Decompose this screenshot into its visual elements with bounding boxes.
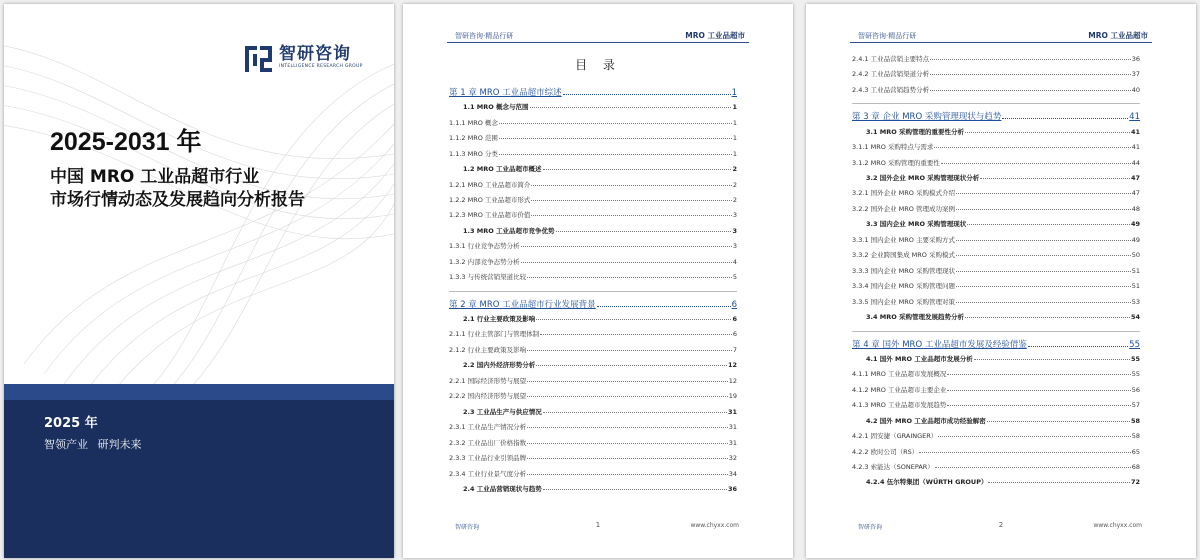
toc-entry-page: 6 [732,330,737,339]
toc-entry-page: 51 [1131,282,1140,291]
toc-entry-title: 2.2.1 国际经济形势与展望 [449,376,527,385]
toc-entry-page: 2 [732,165,737,174]
toc-entry-page: 72 [1130,478,1140,487]
toc-section-entry[interactable] [852,477,1140,486]
cover-title-line-1: 中国 MRO 工业品超市行业 [50,167,260,187]
toc-leader-dots [527,427,728,428]
toc-leader-dots [935,467,1131,468]
cover-year-range: 2025-2031 年 [50,128,202,156]
toc-subsection-entry[interactable] [449,469,737,478]
toc-entry-title: 3.3.4 国内企业 MRO 采购管理问题 [852,282,955,291]
page-number: 2 [998,521,1004,529]
toc-entry-title: 3.3.1 国内企业 MRO 主要采购方式 [852,235,955,244]
toc-entry-page: 31 [728,423,737,432]
toc-section-entry[interactable] [449,407,737,416]
toc-entry-page: 31 [727,407,737,416]
toc-entry-page: 44 [1131,158,1140,167]
toc-leader-dots [1028,346,1128,347]
toc-leader-dots [499,138,732,139]
toc-leader-dots [930,59,1131,60]
toc-leader-dots [919,452,1130,453]
toc-entry-page: 41 [1129,112,1140,123]
toc-leader-dots [987,421,1130,422]
toc-subsection-entry[interactable] [449,195,737,204]
toc-subsection-entry[interactable] [852,400,1140,409]
toc-leader-dots [938,436,1130,437]
toc-entry-page: 34 [728,469,737,478]
page-header-left: 智研咨询·精品行研 [455,32,514,40]
toc-leader-dots [974,359,1130,360]
toc-leader-dots [956,193,1131,194]
toc-page-2 [806,4,1196,558]
toc-entry-title: 2.3.1 工业品生产情况分析 [449,423,527,432]
toc-entry-page: 1 [732,103,737,112]
toc-subsection-entry[interactable] [852,204,1140,213]
header-rule [850,42,1152,43]
cover-bottom-band [4,384,394,558]
toc-entry-title: 4.2.4 伍尔特集团（WÜRTH GROUP） [866,478,988,487]
toc-subsection-entry[interactable] [852,142,1140,151]
toc-entry-page: 68 [1131,462,1140,471]
toc-leader-dots [934,147,1130,148]
toc-leader-dots [527,458,728,459]
toc-entry-title: 4.1 国外 MRO 工业品超市发展分析 [866,354,973,363]
toc-entry-title: 2.1.2 行业主要政策及影响 [449,345,527,354]
toc-entry-title: 3.1.1 MRO 采购特点与需求 [852,143,934,152]
page-footer-url: www.chyxx.com [1093,522,1142,529]
toc-entry-title: 第 2 章 MRO 工业品超市行业发展背景 [449,299,596,310]
logo-mark-icon [244,44,274,74]
toc-entry-title: 2.2.2 国内经济形势与展望 [449,392,527,401]
toc-entry-title: 1.1.3 MRO 分类 [449,149,498,158]
toc-entry-page: 48 [1131,204,1140,213]
chapter-separator [449,291,737,292]
toc-entry-page: 49 [1130,220,1140,229]
toc-subsection-entry[interactable] [852,250,1140,259]
toc-entry-page: 7 [732,345,737,354]
toc-subsection-entry[interactable] [852,69,1140,78]
toc-section-entry[interactable] [449,360,737,369]
toc-entry-title: 1.2.1 MRO 工业品超市简介 [449,180,531,189]
toc-leader-dots [556,231,732,232]
toc-subsection-entry[interactable] [449,149,737,158]
toc-entry-page: 19 [728,392,737,401]
toc-section-entry[interactable] [852,173,1140,182]
toc-subsection-entry[interactable] [449,241,737,250]
toc-entry-page: 1 [732,149,737,158]
toc-entry-title: 2.4.1 工业品营销主要特点 [852,55,930,63]
toc-entry-title: 2.4.3 工业品营销趋势分析 [852,85,930,94]
toc-entry-page: 12 [727,361,737,370]
toc-entry-page: 36 [727,484,737,493]
toc-leader-dots [527,474,728,475]
toc-leader-dots [530,107,732,108]
toc-entry-page: 47 [1130,174,1140,182]
toc-section-entry[interactable] [449,164,737,173]
toc-entry-page: 2 [732,196,737,204]
page-header-right: MRO 工业品超市 [1088,31,1148,40]
toc-entry-title: 3.3 国内企业 MRO 采购管理现状 [866,220,967,229]
toc-entry-page: 1 [732,118,737,127]
toc-entry-title: 4.1.1 MRO 工业品超市发展概况 [852,370,947,379]
toc-entry-title: 2.1 行业主要政策及影响 [463,315,536,323]
toc-leader-dots [499,123,732,124]
toc-leader-dots [527,350,732,351]
toc-section-entry[interactable] [852,219,1140,228]
toc-leader-dots [947,374,1130,375]
toc-leader-dots [967,224,1130,225]
toc-entry-title: 2.3 工业品生产与供应情况 [463,407,542,416]
toc-entry-page: 41 [1131,143,1140,152]
toc-leader-dots [930,90,1131,91]
toc-leader-dots [527,396,728,397]
toc-leader-dots [543,489,727,490]
toc-entry-page: 57 [1131,401,1140,410]
page-footer-url: www.chyxx.com [690,522,739,529]
toc-entry-title: 4.2.3 索能达（SONEPAR） [852,462,934,471]
toc-entry-page: 1 [732,134,737,143]
toc-entry-page: 37 [1131,70,1140,79]
toc-entry-title: 第 1 章 MRO 工业品超市综述 [449,88,562,98]
cover-band-stripe [4,384,394,400]
page-footer-left: 智研咨询 [858,524,883,531]
toc-entry-page: 40 [1131,85,1140,94]
toc-entry-title: 2.3.4 工业行业景气度分析 [449,469,527,478]
toc-entry-title: 3.2 国外企业 MRO 采购管理现状分析 [866,174,980,182]
toc-entry-title: 第 4 章 国外 MRO 工业品超市发展及经验借鉴 [852,339,1027,350]
toc-subsection-entry[interactable] [449,118,737,127]
toc-entry-title: 1.3.2 内部竞争态势分析 [449,257,520,266]
toc-subsection-entry[interactable] [449,210,737,219]
toc-entry-title: 3.4 MRO 采购管理发展趋势分析 [866,313,965,322]
toc-leader-dots [947,405,1130,406]
toc-entry-title: 4.1.2 MRO 工业品超市主要企业 [852,385,947,394]
toc-entry-title: 2.4.2 工业品营销渠道分析 [852,70,930,79]
toc-subsection-entry[interactable] [852,281,1140,290]
toc-entry-title: 3.1 MRO 采购管理的重要性分析 [866,127,965,136]
toc-subsection-entry[interactable] [449,133,737,142]
toc-leader-dots [597,306,731,307]
toc-entry-title: 3.3.2 企业跨国集成 MRO 采购模式 [852,251,955,260]
toc-subsection-entry[interactable] [852,385,1140,394]
toc-entry-title: 1.1 MRO 概念与范围 [463,103,529,112]
toc-entry-page: 41 [1130,127,1140,136]
toc-subsection-entry[interactable] [449,376,737,385]
toc-leader-dots [536,319,731,320]
toc-entry-title: 2.2 国内外经济形势分析 [463,361,536,370]
toc-chapter-entry[interactable] [852,338,1140,350]
toc-leader-dots [531,215,731,216]
toc-subsection-entry[interactable] [852,158,1140,167]
toc-entry-title: 3.2.1 国外企业 MRO 采购模式介绍 [852,189,955,198]
toc-entry-title: 1.3 MRO 工业品超市竞争优势 [463,226,555,235]
toc-chapter-entry[interactable] [852,110,1140,122]
toc-entry-page: 58 [1130,416,1140,425]
toc-subsection-entry[interactable] [449,438,737,447]
toc-subsection-entry[interactable] [852,462,1140,471]
toc-title: 目 录 [575,58,621,72]
toc-subsection-entry[interactable] [852,369,1140,378]
toc-leader-dots [521,262,732,263]
toc-entry-page: 65 [1131,447,1140,456]
toc-leader-dots [527,381,728,382]
toc-entry-page: 36 [1131,55,1140,63]
toc-entry-page: 6 [732,315,737,323]
toc-leader-dots [947,390,1130,391]
toc-leader-dots [956,286,1131,287]
toc-leader-dots [956,255,1131,256]
toc-entry-page: 49 [1131,235,1140,244]
toc-subsection-entry[interactable] [852,54,1140,63]
toc-leader-dots [531,200,731,201]
toc-subsection-entry[interactable] [449,180,737,189]
toc-entry-page: 3 [732,211,737,220]
toc-entry-page: 55 [1130,354,1140,363]
toc-entry-page: 31 [728,438,737,447]
toc-leader-dots [980,178,1130,179]
page-header-right: MRO 工业品超市 [685,31,745,40]
toc-subsection-entry[interactable] [852,447,1140,456]
toc-subsection-entry[interactable] [852,297,1140,306]
toc-entry-page: 51 [1131,266,1140,275]
toc-entry-title: 2.3.2 工业品出厂价格指数 [449,438,527,447]
toc-leader-dots [521,246,732,247]
toc-entry-page: 50 [1131,251,1140,260]
toc-leader-dots [527,443,728,444]
toc-entry-page: 53 [1131,297,1140,306]
toc-leader-dots [543,412,727,413]
toc-entry-page: 2 [732,180,737,189]
toc-leader-dots [965,317,1130,318]
toc-leader-dots [988,482,1129,483]
toc-section-entry[interactable] [852,354,1140,363]
toc-leader-dots [540,334,732,335]
toc-entry-page: 32 [728,454,737,463]
toc-entry-page: 56 [1131,385,1140,394]
page-footer-left: 智研咨询 [455,524,480,531]
toc-leader-dots [956,209,1131,210]
toc-entry-title: 3.1.2 MRO 采购管理的重要性 [852,158,940,167]
toc-entry-page: 1 [731,88,737,98]
toc-entry-title: 3.3.5 国内企业 MRO 采购管理对策 [852,297,955,306]
toc-entry-title: 3.3.3 国内企业 MRO 采购管理现状 [852,266,955,275]
chapter-separator [852,103,1140,104]
toc-entry-title: 2.1.1 行业主管部门与管理体制 [449,330,540,339]
toc-entry-page: 3 [732,226,737,235]
toc-entry-page: 3 [732,242,737,251]
toc-subsection-entry[interactable] [852,266,1140,275]
toc-subsection-entry[interactable] [449,329,737,338]
header-rule [447,42,749,43]
toc-entry-title: 3.2.2 国外企业 MRO 管理成功案例 [852,204,955,213]
cover-title-line-2: 市场行情动态及发展趋向分析报告 [50,190,305,210]
toc-subsection-entry[interactable] [449,391,737,400]
toc-entry-page: 55 [1131,370,1140,379]
toc-entry-page: 12 [728,376,737,385]
toc-leader-dots [956,271,1131,272]
cover-band-year: 2025 年 [44,416,98,431]
toc-entry-page: 54 [1130,313,1140,322]
toc-subsection-entry[interactable] [449,345,737,354]
toc-leader-dots [941,163,1131,164]
page-number: 1 [595,521,601,529]
toc-entry-title: 1.1.2 MRO 范围 [449,134,498,143]
toc-section-entry[interactable] [449,314,737,323]
toc-entry-title: 1.3.1 行业竞争态势分析 [449,242,520,251]
toc-subsection-entry[interactable] [449,422,737,431]
toc-leader-dots [1002,118,1128,119]
toc-section-entry[interactable] [449,484,737,493]
logo-english-name: INTELLIGENCE RESEARCH GROUP [279,64,363,69]
toc-entry-title: 4.2.1 固安捷（GRAINGER） [852,432,938,441]
brand-logo [244,44,363,74]
toc-subsection-entry[interactable] [852,85,1140,94]
toc-section-entry[interactable] [449,226,737,235]
toc-leader-dots [956,240,1131,241]
chapter-separator [852,331,1140,332]
toc-subsection-entry[interactable] [449,272,737,281]
toc-entry-page: 47 [1131,189,1140,198]
toc-entry-page: 55 [1129,339,1140,350]
toc-subsection-entry[interactable] [852,431,1140,440]
toc-leader-dots [930,74,1131,75]
toc-leader-dots [965,132,1130,133]
toc-leader-dots [527,277,732,278]
toc-section-entry[interactable] [852,416,1140,425]
toc-entry-title: 1.3.3 与传统营销渠道比较 [449,273,527,282]
toc-chapter-entry[interactable] [449,86,737,98]
toc-entry-title: 1.2.3 MRO 工业品超市价值 [449,211,531,220]
toc-entry-page: 6 [731,299,737,310]
toc-entry-page: 4 [732,257,737,266]
toc-entry-title: 4.2 国外 MRO 工业品超市成功经验解密 [866,416,986,425]
toc-leader-dots [499,154,732,155]
toc-entry-title: 4.1.3 MRO 工业品超市发展趋势 [852,401,947,410]
toc-entry-page: 58 [1131,432,1140,441]
toc-subsection-entry[interactable] [852,188,1140,197]
logo-chinese-name: 智研咨询 [279,44,351,64]
cover-slogan: 智领产业 研判未来 [44,438,142,451]
toc-entry-title: 1.2.2 MRO 工业品超市形式 [449,196,531,204]
toc-entry-title: 2.4 工业品营销现状与趋势 [463,484,542,493]
toc-entry-title: 2.3.3 工业品行业引领品牌 [449,454,527,463]
toc-entry-page: 5 [732,273,737,282]
toc-subsection-entry[interactable] [449,453,737,462]
toc-subsection-entry[interactable] [852,235,1140,244]
toc-section-entry[interactable] [852,127,1140,136]
toc-entry-title: 第 3 章 企业 MRO 采购管理现状与趋势 [852,112,1002,123]
toc-chapter-entry[interactable] [449,298,737,310]
toc-entry-title: 1.2 MRO 工业品超市概述 [463,165,542,174]
toc-entry-title: 1.1.1 MRO 概念 [449,118,498,127]
toc-leader-dots [543,169,732,170]
toc-section-entry[interactable] [852,312,1140,321]
toc-page-1 [403,4,793,558]
toc-entry-title: 4.2.2 欧时公司（RS） [852,447,919,456]
toc-section-entry[interactable] [449,102,737,111]
toc-leader-dots [563,94,731,95]
toc-subsection-entry[interactable] [449,257,737,266]
toc-leader-dots [956,302,1131,303]
toc-leader-dots [536,365,727,366]
cover-page [4,4,394,558]
toc-leader-dots [531,185,731,186]
page-header-left: 智研咨询·精品行研 [858,32,917,40]
